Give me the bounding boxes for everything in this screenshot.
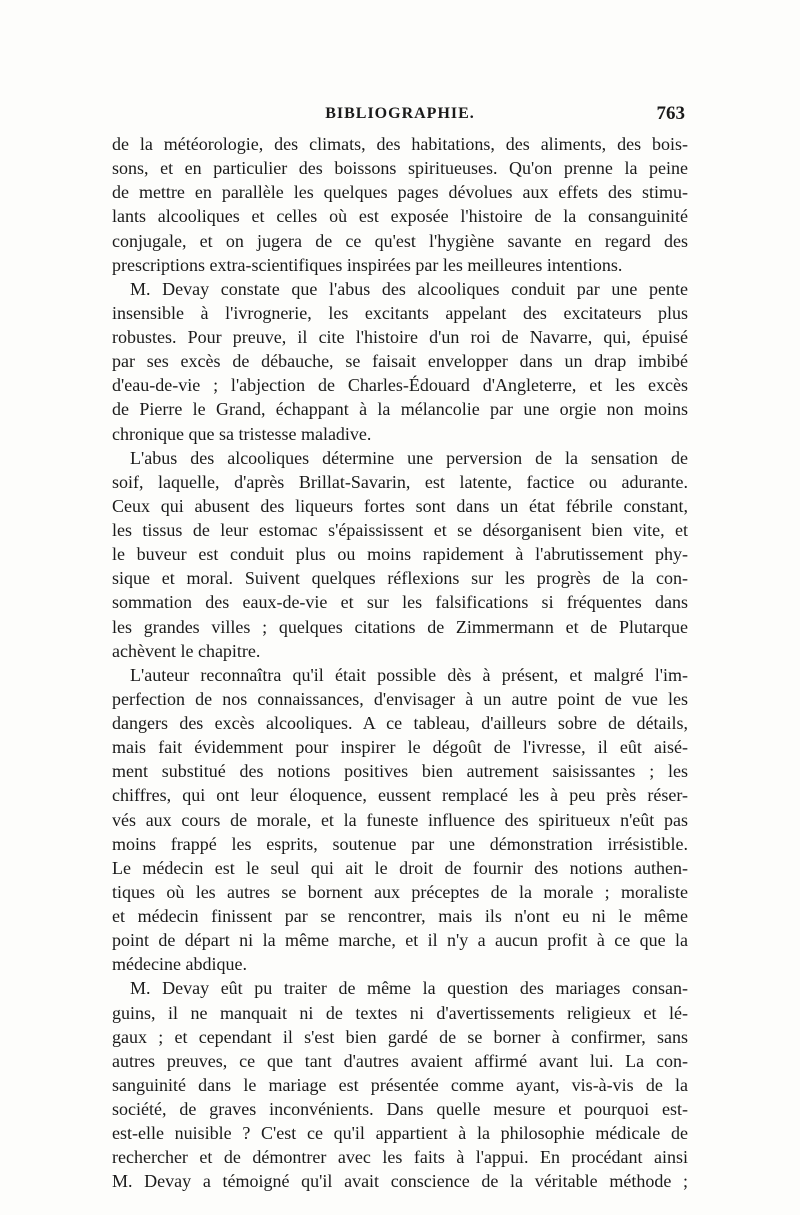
- text-line: soif, laquelle, d'après Brillat-Savarin, est latente, factice ou adurante.: [112, 471, 688, 492]
- text-line: moins frappé les esprits, soutenue par une démonstration irrésistible.: [112, 833, 688, 854]
- page-number: 763: [656, 103, 685, 124]
- text-line: société, de graves inconvénients. Dans quelle mesure et pourquoi est-: [112, 1099, 688, 1119]
- text-line: mais fait évidemment pour inspirer le dégoût de l'ivresse, il eût aisé-: [112, 737, 688, 758]
- body-text: [112, 132, 688, 1194]
- text-line: gaux ; et cependant il s'est bien gardé de se borner à confirmer, sans: [112, 1026, 688, 1047]
- text-line: chiffres, qui ont leur éloquence, eussent remplacé les à peu près réser-: [112, 785, 688, 806]
- text-line: robustes. Pour preuve, il cite l'histoire d'un roi de Navarre, qui, épuisé: [112, 327, 688, 347]
- text-line: et médecin finissent par se rencontrer, mais ils n'ont eu ni le même: [112, 906, 688, 926]
- text-line: ment substitué des notions positives bien autrement saisissantes ; les: [112, 761, 688, 782]
- text-line: sommation des eaux-de-vie et sur les falsifications si fréquentes dans: [112, 592, 688, 613]
- text-line: L'abus des alcooliques détermine une perversion de la sensation de: [130, 447, 688, 468]
- text-line: prescriptions extra-scientifiques inspirées par les meilleures intentions.: [112, 254, 623, 275]
- text-line: autres preuves, ce que tant d'autres avaient affirmé avant lui. La con-: [112, 1050, 688, 1071]
- running-header: [115, 100, 685, 130]
- text-line: M. Devay a témoigné qu'il avait conscience de la véritable méthode ;: [112, 1171, 688, 1192]
- text-line: vés aux cours de morale, et la funeste influence des spiritueux n'eût pas: [112, 809, 688, 830]
- text-line: sique et moral. Suivent quelques réflexions sur les progrès de la con-: [112, 568, 688, 589]
- text-line: M. Devay constate que l'abus des alcooliques conduit par une pente: [130, 278, 688, 299]
- text-line: de la météorologie, des climats, des habitations, des aliments, des bois-: [112, 134, 688, 154]
- text-line: médecine abdique.: [112, 954, 247, 975]
- text-line: les tissus de leur estomac s'épaississent et se désorganisent bien vite, et: [112, 520, 688, 540]
- text-line: le buveur est conduit plus ou moins rapidement à l'abrutissement phy-: [112, 544, 688, 565]
- text-line: rechercher et de démontrer avec les faits à l'appui. En procédant ainsi: [112, 1147, 688, 1168]
- text-line: point de départ ni la même marche, et il n'y a aucun profit à ce que la: [112, 930, 688, 951]
- text-line: dangers des excès alcooliques. A ce tableau, d'ailleurs sobre de détails,: [112, 713, 688, 733]
- text-line: sons, et en particulier des boissons spiritueuses. Qu'on prenne la peine: [112, 158, 688, 179]
- text-line: achèvent le chapitre.: [112, 640, 261, 661]
- text-line: lants alcooliques et celles où est exposée l'histoire de la consanguinité: [112, 206, 688, 227]
- text-line: chronique que sa tristesse maladive.: [112, 423, 372, 444]
- text-line: M. Devay eût pu traiter de même la question des mariages consan-: [130, 978, 688, 999]
- text-line: tiques où les autres se bornent aux préceptes de la morale ; moraliste: [112, 881, 688, 902]
- text-line: est-elle nuisible ? C'est ce qu'il appartient à la philosophie médicale de: [112, 1123, 688, 1144]
- running-title: BIBLIOGRAPHIE.: [325, 105, 475, 122]
- text-line: Ceux qui abusent des liqueurs fortes sont dans un état fébrile constant,: [112, 495, 688, 516]
- text-line: les grandes villes ; quelques citations de Zimmermann et de Plutarque: [112, 616, 688, 637]
- text-line: guins, il ne manquait ni de textes ni d'avertissements religieux et lé-: [112, 1002, 688, 1023]
- text-line: sanguinité dans le mariage est présentée comme ayant, vis-à-vis de la: [112, 1074, 688, 1095]
- text-line: conjugale, et on jugera de ce qu'est l'hygiène savante en regard des: [112, 230, 688, 251]
- text-line: insensible à l'ivrognerie, les excitants appelant des excitateurs plus: [112, 302, 688, 323]
- text-line: Le médecin est le seul qui ait le droit de fournir des notions authen-: [112, 857, 688, 878]
- text-line: d'eau-de-vie ; l'abjection de Charles-Édouard d'Angleterre, et les excès: [112, 375, 688, 396]
- text-line: de mettre en parallèle les quelques pages dévolues aux effets des stimu-: [112, 182, 688, 203]
- text-line: par ses excès de débauche, se faisait envelopper dans un drap imbibé: [112, 351, 688, 372]
- text-line: perfection de nos connaissances, d'envisager à un autre point de vue les: [112, 688, 688, 709]
- text-line: L'auteur reconnaîtra qu'il était possible dès à présent, et malgré l'im-: [130, 664, 688, 685]
- text-line: de Pierre le Grand, échappant à la mélancolie par une orgie non moins: [112, 399, 688, 420]
